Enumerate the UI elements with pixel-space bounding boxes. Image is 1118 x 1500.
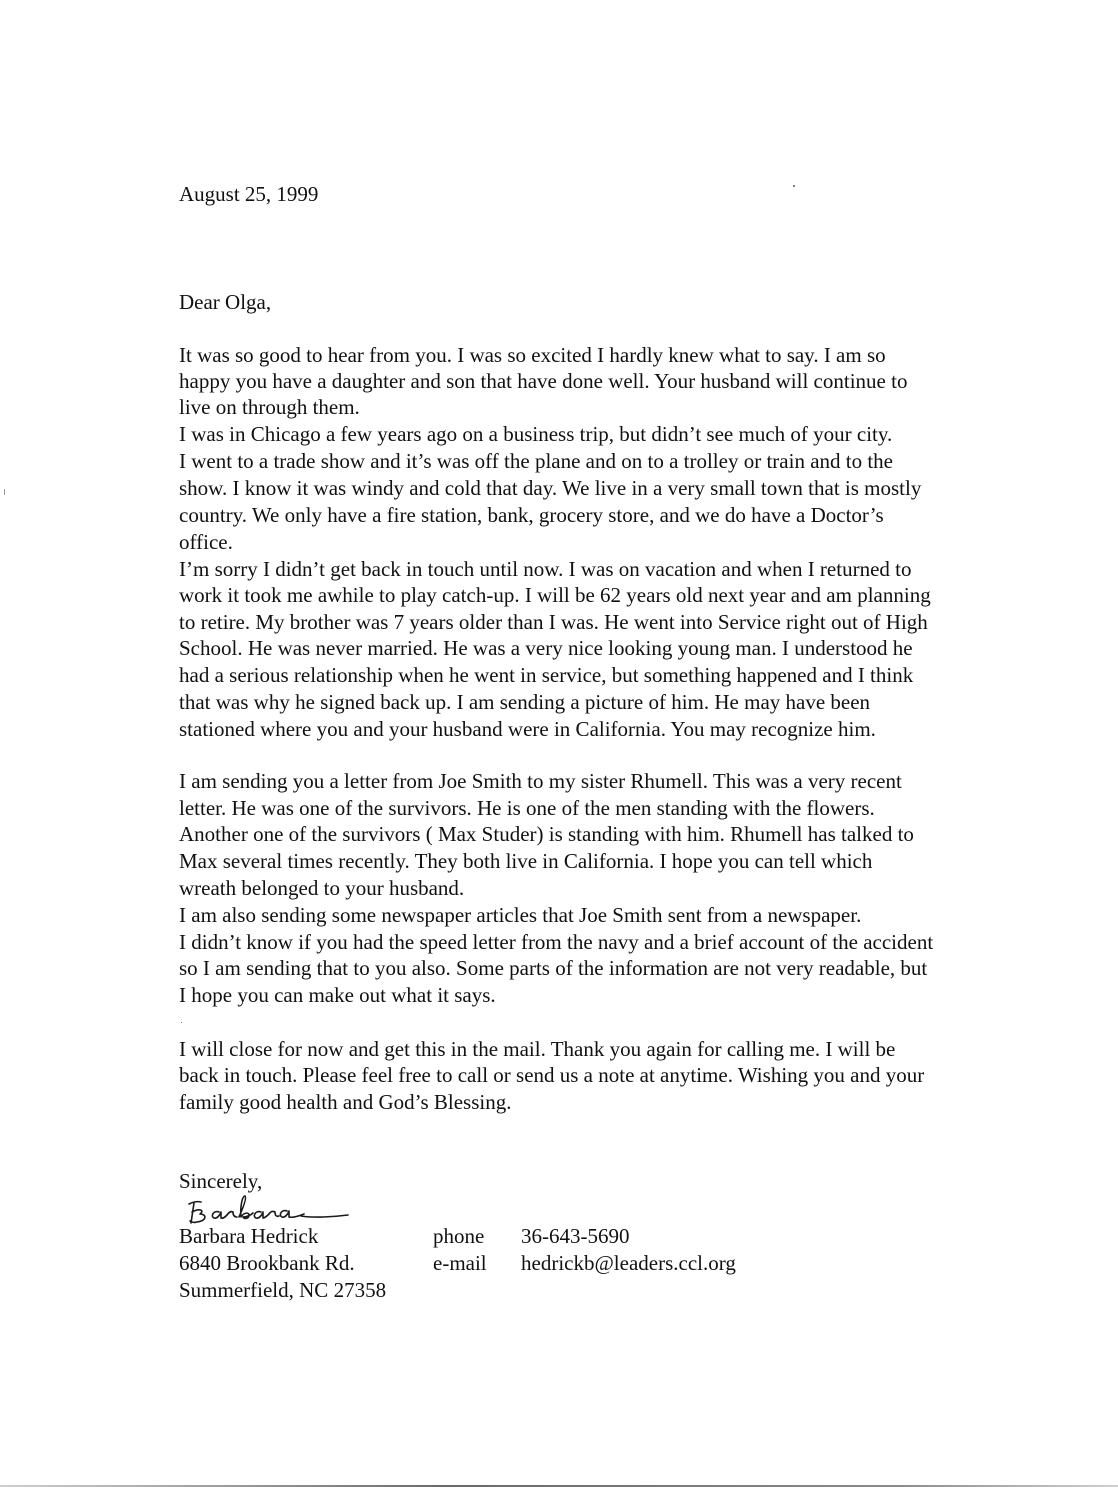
body-line: Another one of the survivors ( Max Studer) is standing with him. Rhumell has talked to	[179, 822, 914, 846]
body-line: I went to a trade show and it’s was off the plane and on to a trolley or train and to the	[179, 449, 893, 473]
body-line: to retire. My brother was 7 years older than I was. He went into Service right out of High	[179, 610, 928, 634]
body-line: show. I know it was windy and cold that day. We live in a very small town that is mostly	[179, 476, 922, 500]
body-line: office.	[179, 530, 233, 554]
scan-speck	[181, 1022, 182, 1023]
sender-city: Summerfield, NC 27358	[179, 1278, 387, 1302]
phone-value: 36-643-5690	[521, 1224, 630, 1248]
phone-label: phone	[433, 1224, 485, 1248]
body-line: had a serious relationship when he went in service, but something happened and I think	[179, 663, 914, 687]
body-line: School. He was never married. He was a very nice looking young man. I understood he	[179, 636, 913, 660]
body-line: letter. He was one of the survivors. He is one of the men standing with the flowers.	[179, 796, 875, 820]
body-line: stationed where you and your husband were in California. You may recognize him.	[179, 717, 876, 741]
body-line: country. We only have a fire station, bank, grocery store, and we do have a Doctor’s	[179, 503, 884, 527]
body-line: back in touch. Please feel free to call or send us a note at anytime. Wishing you and your	[179, 1063, 925, 1087]
body-line: I will close for now and get this in the mail. Thank you again for calling me. I will be	[179, 1037, 896, 1061]
body-line: It was so good to hear from you. I was so excited I hardly knew what to say. I am so	[179, 343, 886, 367]
body-line: Max several times recently. They both live in California. I hope you can tell which	[179, 849, 873, 873]
scan-speck	[793, 185, 795, 187]
body-line: work it took me awhile to play catch-up. I will be 62 years old next year and am planning	[179, 583, 931, 607]
body-line: wreath belonged to your husband.	[179, 876, 465, 900]
body-line: that was why he signed back up. I am sending a picture of him. He may have been	[179, 690, 871, 714]
email-label: e-mail	[433, 1251, 487, 1275]
body-line: I’m sorry I didn’t get back in touch until now. I was on vacation and when I returned to	[179, 557, 912, 581]
sender-name: Barbara Hedrick	[179, 1224, 319, 1248]
body-line: I am sending you a letter from Joe Smith to my sister Rhumell. This was a very recent	[179, 769, 902, 793]
body-line: live on through them.	[179, 395, 360, 419]
salutation: Dear Olga,	[179, 290, 272, 314]
letter-date: August 25, 1999	[179, 182, 319, 206]
email-value: hedrickb@leaders.ccl.org	[521, 1251, 736, 1275]
body-line: happy you have a daughter and son that have done well. Your husband will continue to	[179, 369, 908, 393]
body-line: I am also sending some newspaper articles that Joe Smith sent from a newspaper.	[179, 903, 862, 927]
sender-street: 6840 Brookbank Rd.	[179, 1251, 355, 1275]
page-bottom-edge	[0, 1485, 1118, 1487]
scan-speck	[4, 489, 5, 495]
closing: Sincerely,	[179, 1169, 263, 1193]
body-line: I was in Chicago a few years ago on a business trip, but didn’t see much of your city.	[179, 422, 893, 446]
body-line: I hope you can make out what it says.	[179, 983, 496, 1007]
body-line: so I am sending that to you also. Some parts of the information are not very readable, but	[179, 956, 928, 980]
body-line: family good health and God’s Blessing.	[179, 1090, 512, 1114]
body-line: I didn’t know if you had the speed letter from the navy and a brief account of the accident	[179, 930, 934, 954]
